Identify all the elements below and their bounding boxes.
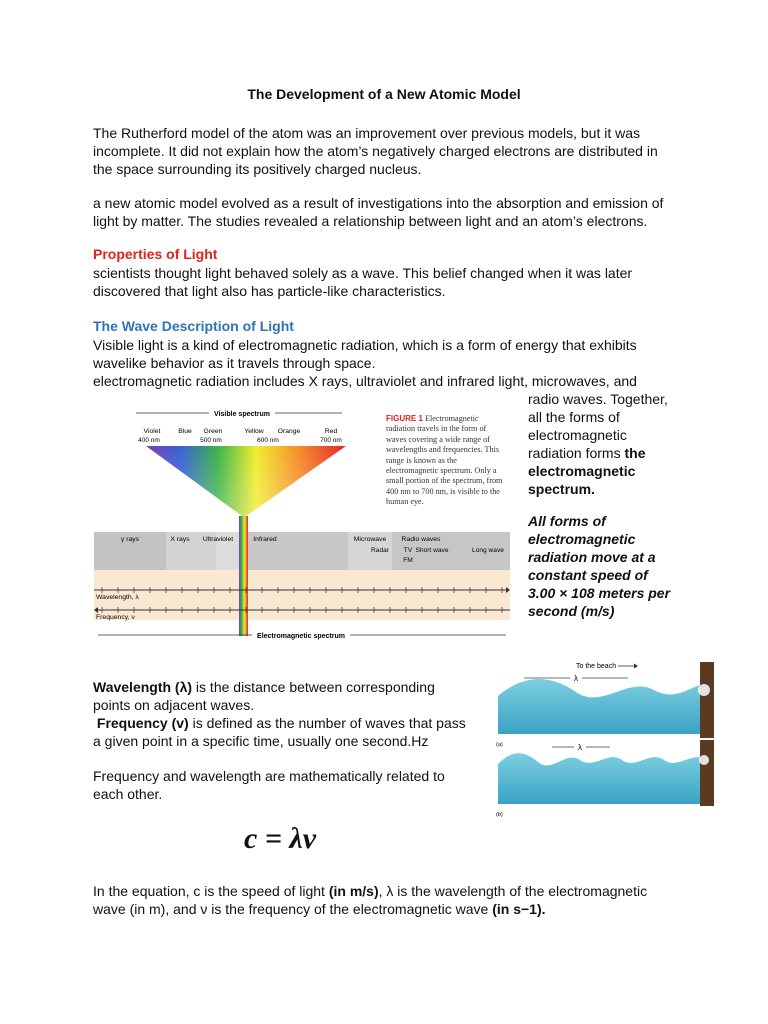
region-label-ir: Infrared [253, 536, 277, 543]
relation-line: each other. [93, 786, 163, 802]
color-label-red: Red [324, 428, 338, 435]
paragraph-line: Visible light is a kind of electromagnetic radiation, which is a form of energy that exhibits [93, 337, 637, 353]
side-text-bold: electromagnetic [528, 463, 636, 479]
radio-sub-tv: TV [403, 547, 413, 554]
wavelength-definition [93, 678, 483, 750]
wave-illustration [494, 656, 724, 822]
visible-beam-scale [239, 570, 248, 620]
figure-caption [386, 414, 506, 508]
side-text-plain: radiation forms [528, 445, 625, 461]
region-label-gamma: γ rays [120, 536, 140, 543]
em-spectrum-label: Electromagnetic spectrum [257, 633, 345, 640]
color-label-blue: Blue [178, 428, 192, 435]
equation-explanation [93, 882, 693, 918]
atomic-model-paragraph [93, 194, 693, 230]
wave-a [498, 679, 708, 734]
radio-sub-fm: FM [403, 557, 413, 564]
paragraph-line: a new atomic model evolved as a result of investigations into the absorption and emission of [93, 195, 664, 211]
definition-line [93, 678, 483, 696]
equation-text: , λ is the wavelength of the electromagnetic [378, 883, 648, 899]
equation-text: wave (in m), and ν is the frequency of the electromagnetic wave [93, 901, 493, 917]
intro-line: incomplete. It did not explain how the atom’s negatively charged electrons are distributed in [93, 143, 658, 159]
frequency-term: Frequency (v) [96, 715, 189, 731]
speed-line: radiation move at a [528, 549, 656, 565]
caption-text: Electromagnetic radiation travels in the form of waves covering a wide range of wavelengths and frequencies. This range is known as the electromagnetic spectrum. Only a small portion of the spectrum, from 400 nm to 700 nm, is visible to the human eye. [386, 414, 503, 507]
region-label-micro: Microwave [353, 536, 387, 543]
beach-label: To the beach [576, 663, 617, 670]
intro-paragraph [93, 124, 693, 178]
equation-unit: (in s−1). [492, 901, 546, 917]
color-label-violet: Violet [143, 428, 161, 435]
speed-line: second (m/s) [528, 603, 615, 619]
definition-text: is defined as the number of waves that pass [188, 715, 466, 731]
speed-line: 3.00 × 108 meters per [528, 585, 671, 601]
radio-sub-long: Long wave [472, 547, 504, 554]
radio-sub-short: Short wave [415, 547, 449, 554]
splash-b [699, 755, 709, 765]
definition-line: points on adjacent waves. [93, 697, 255, 713]
wave-equation: c = λν [244, 822, 317, 855]
beach-arrow-head [634, 664, 638, 669]
region-label-xray: X rays [170, 536, 190, 543]
color-label-yellow: Yellow [244, 428, 264, 435]
properties-heading: Properties of Light [93, 246, 218, 262]
nm-label: 500 nm [200, 437, 222, 444]
properties-paragraph [93, 264, 693, 300]
relation-paragraph [93, 767, 483, 803]
equation-line [93, 900, 693, 918]
splash-a [698, 684, 710, 696]
region-label-radio: Radio waves [401, 536, 441, 543]
nm-label: 400 nm [138, 437, 160, 444]
wave-paragraph [93, 336, 693, 390]
side-line: all the forms of [528, 409, 620, 425]
speed-note [528, 512, 718, 620]
intro-line: the space surrounding its positively charged nucleus. [93, 161, 422, 177]
region-label-uv: Ultraviolet [202, 536, 234, 543]
pier-post-a [700, 662, 714, 738]
relation-line: Frequency and wavelength are mathematically related to [93, 768, 445, 784]
equation-unit: (in m/s) [328, 883, 379, 899]
definition-line [93, 714, 483, 732]
radio-sub-radar: Radar [371, 547, 389, 554]
wave-a-label: (a) [496, 742, 503, 748]
intro-line: The Rutherford model of the atom was an improvement over previous models, but it was [93, 125, 641, 141]
speed-line: All forms of [528, 513, 606, 529]
nm-label: 700 nm [320, 437, 342, 444]
paragraph-line: wavelike behavior as it travels through space. [93, 355, 376, 371]
side-line [528, 480, 718, 498]
color-label-green: Green [203, 428, 223, 435]
side-text-bold: the [624, 445, 646, 461]
side-line: radio waves. Together, [528, 391, 668, 407]
definition-line: a given point in a specific time, usually one second.Hz [93, 733, 429, 749]
wavelength-term: Wavelength (λ) [93, 679, 193, 695]
side-text-bold: spectrum. [528, 481, 595, 497]
frequency-axis-label: Frequency, ν [96, 614, 135, 621]
pier-post-b [700, 740, 714, 806]
speed-line: constant speed of [528, 567, 648, 583]
equation-text: In the equation, c is the speed of light [93, 883, 329, 899]
equation-line [93, 882, 693, 900]
side-text [528, 390, 718, 498]
wave-heading: The Wave Description of Light [93, 318, 294, 334]
visible-spectrum-label: Visible spectrum [214, 411, 270, 418]
caption-figure-number: FIGURE 1 [386, 414, 423, 423]
nm-label: 600 nm [257, 437, 279, 444]
funnel-shade [146, 446, 346, 516]
page-title: The Development of a New Atomic Model [247, 86, 521, 102]
paragraph-line: discovered that light also has particle-like characteristics. [93, 283, 446, 299]
definition-text: is the distance between corresponding [192, 679, 435, 695]
side-line [528, 462, 718, 480]
color-label-orange: Orange [277, 428, 301, 435]
speed-line: electromagnetic [528, 531, 636, 547]
paragraph-line: electromagnetic radiation includes X rays, ultraviolet and infrared light, microwaves, and [93, 373, 637, 389]
side-line: electromagnetic [528, 427, 627, 443]
paragraph-line: scientists thought light behaved solely as a wave. This belief changed when it was later [93, 265, 633, 281]
wave-b [498, 753, 708, 804]
wavelength-axis-label: Wavelength, λ [96, 594, 139, 601]
wave-b-label: (b) [496, 812, 503, 818]
scale-band [94, 570, 510, 620]
lambda-label-a: λ [574, 674, 578, 683]
lambda-label-b: λ [578, 743, 582, 752]
side-line [528, 444, 718, 462]
paragraph-line: light by matter. The studies revealed a relationship between light and an atom’s electrons. [93, 213, 648, 229]
